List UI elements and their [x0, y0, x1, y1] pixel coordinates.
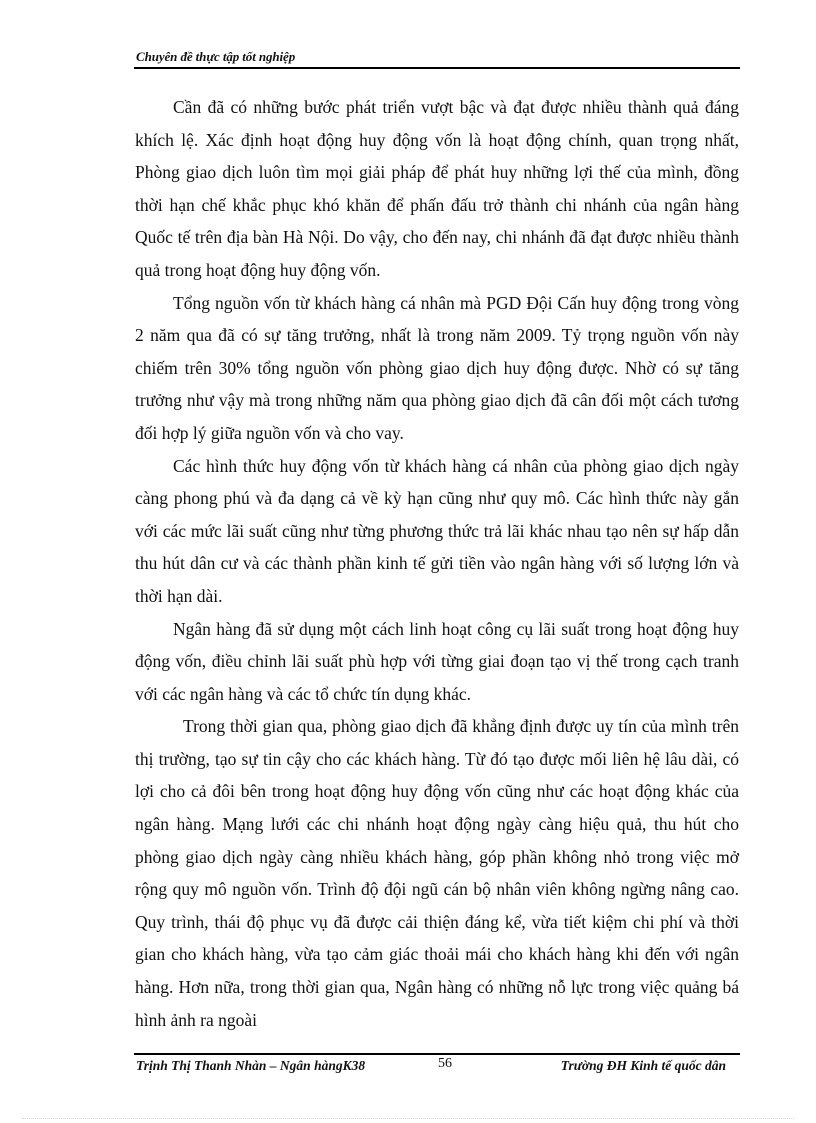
- footer-school: Trường ĐH Kinh tế quốc dân: [560, 1058, 726, 1073]
- page-number: 56: [438, 1056, 452, 1071]
- header-divider: [134, 67, 740, 69]
- paragraph-3: Các hình thức huy động vốn từ khách hàng cá nhân của phòng giao dịch ngày càng phong phú và đa dạng cả về kỳ hạn cũng như quy mô. Các hình thức này gắn với các mức lãi suất cũng như từng phương thức trả lãi khác nhau tạo nên sự hấp dẫn thu hút dân cư và các thành phần kinh tế gửi tiền vào ngân hàng với số lượng lớn và thời hạn dài.: [135, 455, 739, 606]
- paragraph-2: Tổng nguồn vốn từ khách hàng cá nhân mà PGD Đội Cấn huy động trong vòng 2 năm qua đã có sự tăng trưởng, nhất là trong năm 2009. Tỷ trọng nguồn vốn này chiếm trên 30% tổng nguồn vốn phòng giao dịch huy động được. Nhờ có sự tăng trưởng như vậy mà trong những năm qua phòng giao dịch đã cân đối một cách tương đối hợp lý giữa nguồn vốn và cho vay.: [135, 292, 739, 443]
- paragraph-5: Trong thời gian qua, phòng giao dịch đã khẳng định được uy tín của mình trên thị trường, tạo sự tin cậy cho các khách hàng. Từ đó tạo được mối liên hệ lâu dài, có lợi cho cả đôi bên trong hoạt động huy động vốn cũng như các hoạt động khác của ngân hàng. Mạng lưới các chi nhánh hoạt động ngày càng hiệu quả, thu hút cho phòng giao dịch ngày càng nhiều khách hàng, góp phần không nhỏ trong việc mở rộng quy mô nguồn vốn. Trình độ đội ngũ cán bộ nhân viên không ngừng nâng cao. Quy trình, thái độ phục vụ đã được cải thiện đáng kể, vừa tiết kiệm chi phí và thời gian cho khách hàng, vừa tạo cảm giác thoải mái cho khách hàng khi đến với ngân hàng. Hơn nữa, trong thời gian qua, Ngân hàng có những nỗ lực trong việc quảng bá hình ảnh ra ngoài: [135, 716, 739, 1030]
- page-header-title: Chuyên đề thực tập tốt nghiệp: [136, 49, 296, 64]
- document-body: [135, 91, 739, 1036]
- footer-divider: [134, 1053, 740, 1055]
- page-bottom-edge: [22, 1118, 794, 1119]
- footer-author: Trịnh Thị Thanh Nhàn – Ngân hàngK38: [136, 1058, 366, 1073]
- paragraph-1: Cần đã có những bước phát triển vượt bậc và đạt được nhiều thành quả đáng khích lệ. Xác định hoạt động huy động vốn là hoạt động chính, quan trọng nhất, Phòng giao dịch luôn tìm mọi giải pháp để phát huy những lợi thế của mình, đồng thời hạn chế khắc phục khó khăn để phấn đấu trở thành chi nhánh của ngân hàng Quốc tế trên địa bàn Hà Nội. Do vậy, cho đến nay, chi nhánh đã đạt được nhiều thành quả trong hoạt động huy động vốn.: [135, 97, 739, 280]
- paragraph-4: Ngân hàng đã sử dụng một cách linh hoạt công cụ lãi suất trong hoạt động huy động vốn, điều chỉnh lãi suất phù hợp với từng giai đoạn tạo vị thế trong cạch tranh với các ngân hàng và các tổ chức tín dụng khác.: [135, 618, 739, 704]
